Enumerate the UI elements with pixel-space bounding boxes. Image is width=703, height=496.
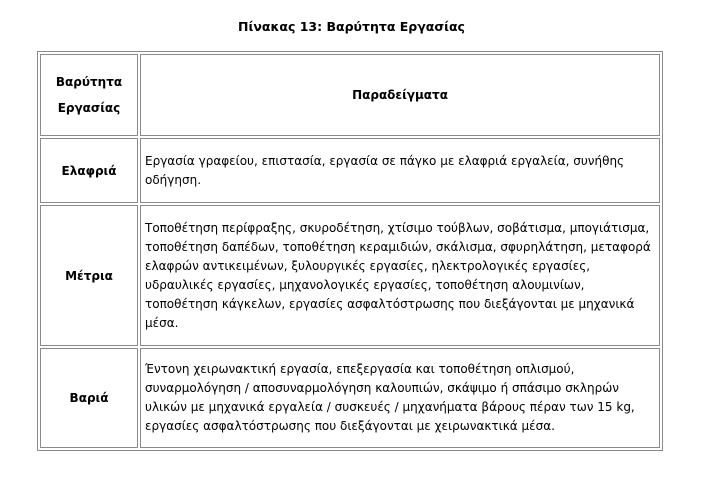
table-caption: Πίνακας 13: Βαρύτητα Εργασίας xyxy=(238,19,465,34)
examples-heavy: Έντονη χειρωνακτική εργασία, επεξεργασία και τοποθέτηση οπλισμού, συναρμολόγηση / αποσυναρμολόγηση καλουπιών, σκάψιμο ή σπάσιμο σκληρών υλικών με μηχανικά εργαλεία / συσκευές / μηχανήματα βάρους πέραν των 15 kg, εργασίες ασφαλτόστρωσης που διεξάγονται με χειρωνακτικά μέσα. xyxy=(140,348,660,448)
table-row-heavy xyxy=(40,348,660,448)
category-heavy: Βαριά xyxy=(40,348,138,448)
work-intensity-table xyxy=(37,51,663,451)
header-category-line2: Εργασίας xyxy=(57,101,121,115)
examples-medium: Τοποθέτηση περίφραξης, σκυροδέτηση, χτίσιμο τούβλων, σοβάτισμα, μπογιάτισμα, τοποθέτηση δαπέδων, τοποθέτηση κεραμιδιών, σκάλισμα, σφυρηλάτηση, μεταφορά ελαφρών αντικειμένων, ξυλουργικές εργασίες, ηλεκτρολογικές εργασίες, υδραυλικές εργασίες, μηχανολογικές εργασίες, τοποθέτηση αλουμινίων, τοποθέτηση κάγκελων, εργασίες ασφαλτόστρωσης που διεξάγονται με μηχανικά μέσα. xyxy=(140,205,660,346)
table-row-medium xyxy=(40,205,660,346)
category-medium: Μέτρια xyxy=(40,205,138,346)
header-category-line1: Βαρύτητα xyxy=(55,75,123,89)
header-category xyxy=(40,54,138,136)
table-header-row xyxy=(40,54,660,136)
table-row-light xyxy=(40,138,660,203)
header-examples: Παραδείγματα xyxy=(140,54,660,136)
category-light: Ελαφριά xyxy=(40,138,138,203)
examples-light: Εργασία γραφείου, επιστασία, εργασία σε πάγκο με ελαφριά εργαλεία, συνήθης οδήγηση. xyxy=(140,138,660,203)
